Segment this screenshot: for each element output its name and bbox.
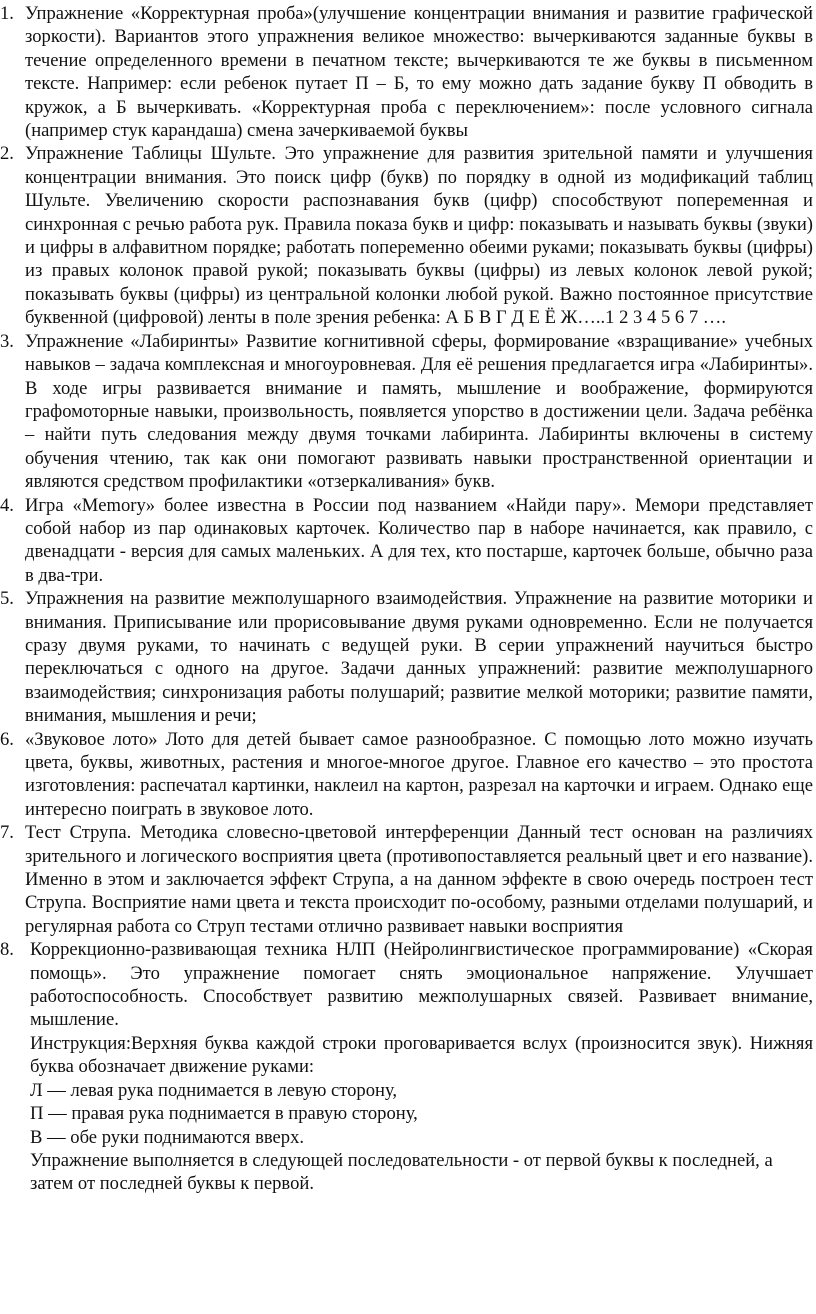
rule-line: В — обе руки поднимаются вверх. <box>30 1126 305 1148</box>
list-item-text: «Звуковое лото» Лото для детей бывает самое разнообразное. С помощью лото можно изучать цвета, буквы, животных, растения и многое-многое другое. Главное его качество – это простота изготовления: распечатал картинки, наклеил на картон, разрезал на карточки и играем. Однако еще интересно поиграть в звуковое лото. <box>25 728 813 820</box>
list-number: 3. <box>0 330 14 352</box>
list-item-text: Игра «Memory» более известна в России под названием «Найди пару». Мемори представляет собой набор из пар одинаковых карточек. Количество пар в наборе начинается, как правило, с двенадцати - версия для самых маленьких. А для тех, кто постарше, карточек больше, обычно раза в два-три. <box>25 494 813 586</box>
list-item-4 <box>0 494 813 588</box>
list-item-2 <box>0 142 813 329</box>
list-number: 5. <box>0 588 14 610</box>
list-number: 4. <box>0 494 14 516</box>
list-item-3 <box>0 330 813 494</box>
list-item-6 <box>0 728 813 822</box>
list-number: 1. <box>0 3 14 24</box>
list-item-5 <box>0 587 813 727</box>
list-number: 8. <box>0 939 14 961</box>
list-item-8 <box>0 938 813 1195</box>
list-item-text: Упражнение «Корректурная проба»(улучшение концентрации внимания и развитие графической зоркости). Вариантов этого упражнения великое множество: вычеркиваются заданные буквы в течение определенного времени в печатном тексте; вычеркиваются те же буквы в письменном тексте. Например: если ребенок путает П – Б, то ему можно дать задание букву П обводить в кружок, а Б вычеркивать. «Корректурная проба с переключением»: после условного сигнала (например стук карандаша) смена зачеркиваемой буквы <box>25 3 813 142</box>
list-number: 2. <box>0 143 14 165</box>
list-item-7 <box>0 821 813 938</box>
list-item-text: Упражнения на развитие межполушарного взаимодействия. Упражнение на развитие моторики и внимания. Приписывание или прорисовывание двумя руками одновременно. Если не получается сразу двумя руками, то начинать с ведущей руки. В серии упражнений научиться быстро переключаться с одного на другое. Задачи данных упражнений: развитие межполушарного взаимодействия; синхронизация работы полушарий; развитие мелкой моторики; развитие памяти, внимания, мышления и речи; <box>25 588 813 727</box>
rule-line: П — правая рука поднимается в правую сторону, <box>30 1103 418 1125</box>
list-number: 6. <box>0 728 14 750</box>
list-item-1 <box>0 2 813 142</box>
list-item-text: Упражнение Таблицы Шульте. Это упражнение для развития зрительной памяти и улучшения концентрации внимания. Это поиск цифр (букв) по порядку в одной из модификаций таблиц Шульте. Увеличению скорости распознавания букв (цифр) способствуют попеременная и синхронная с речью работа рук. Правила показа букв и цифр: показывать и называть буквы (звуки) и цифры в алфавитном порядке; работать попеременно обеими руками; показывать буквы (цифры) из правых колонок правой рукой; показывать буквы (цифры) из левых колонок левой рукой; показывать буквы (цифры) из центральной колонки любой рукой. Важно постоянное присутствие буквенной (цифровой) ленты в поле зрения ребенка: А Б В Г Д Е Ё Ж…..1 2 3 4 5 6 7 …. <box>25 143 813 329</box>
rule-line: Л — левая рука поднимается в левую сторону, <box>30 1079 398 1101</box>
list-number: 7. <box>0 822 14 844</box>
list-item-text: Тест Струпа. Методика словесно-цветовой интерференции Данный тест основан на различиях зрительного и логического восприятия цвета (противопоставляется реальный цвет и его название). Именно в этом и заключается эффект Струпа, а на данном эффекте в свою очередь построен тест Струпа. Восприятие нами цвета и текста происходит по-особому, разными отделами полушарий, и регулярная работа со Струп тестами отлично развивает навыки восприятия <box>25 822 813 937</box>
list-item-text: Коррекционно-развивающая техника НЛП (Нейролингвистическое программирование) «Скорая помощь». Это упражнение помогает снять эмоциональное напряжение. Улучшает работоспособность. Способствует развитию межполушарных связей. Развивает внимание, мышление. <box>30 939 813 1031</box>
instruction-text: Инструкция:Верхняя буква каждой строки проговаривается вслух (произносится звук). Нижняя буква обозначает движение руками: <box>30 1032 813 1078</box>
exercise-list <box>0 2 813 1196</box>
closing-text: Упражнение выполняется в следующей последовательности - от первой буквы к последней, а затем от последней буквы к первой. <box>30 1149 773 1195</box>
list-item-text: Упражнение «Лабиринты» Развитие когнитивной сферы, формирование «взращивание» учебных навыков – задача комплексная и многоуровневая. Для её решения предлагается игра «Лабиринты». В ходе игры развивается внимание и память, мышление и воображение, формируются графомоторные навыки, произвольность, появляется упорство в достижении цели. Задача ребёнка – найти путь следования между двумя точками лабиринта. Лабиринты включены в систему обучения чтению, так как они помогают развивать навыки пространственной ориентации и являются средством профилактики «отзеркаливания» букв. <box>25 330 813 493</box>
